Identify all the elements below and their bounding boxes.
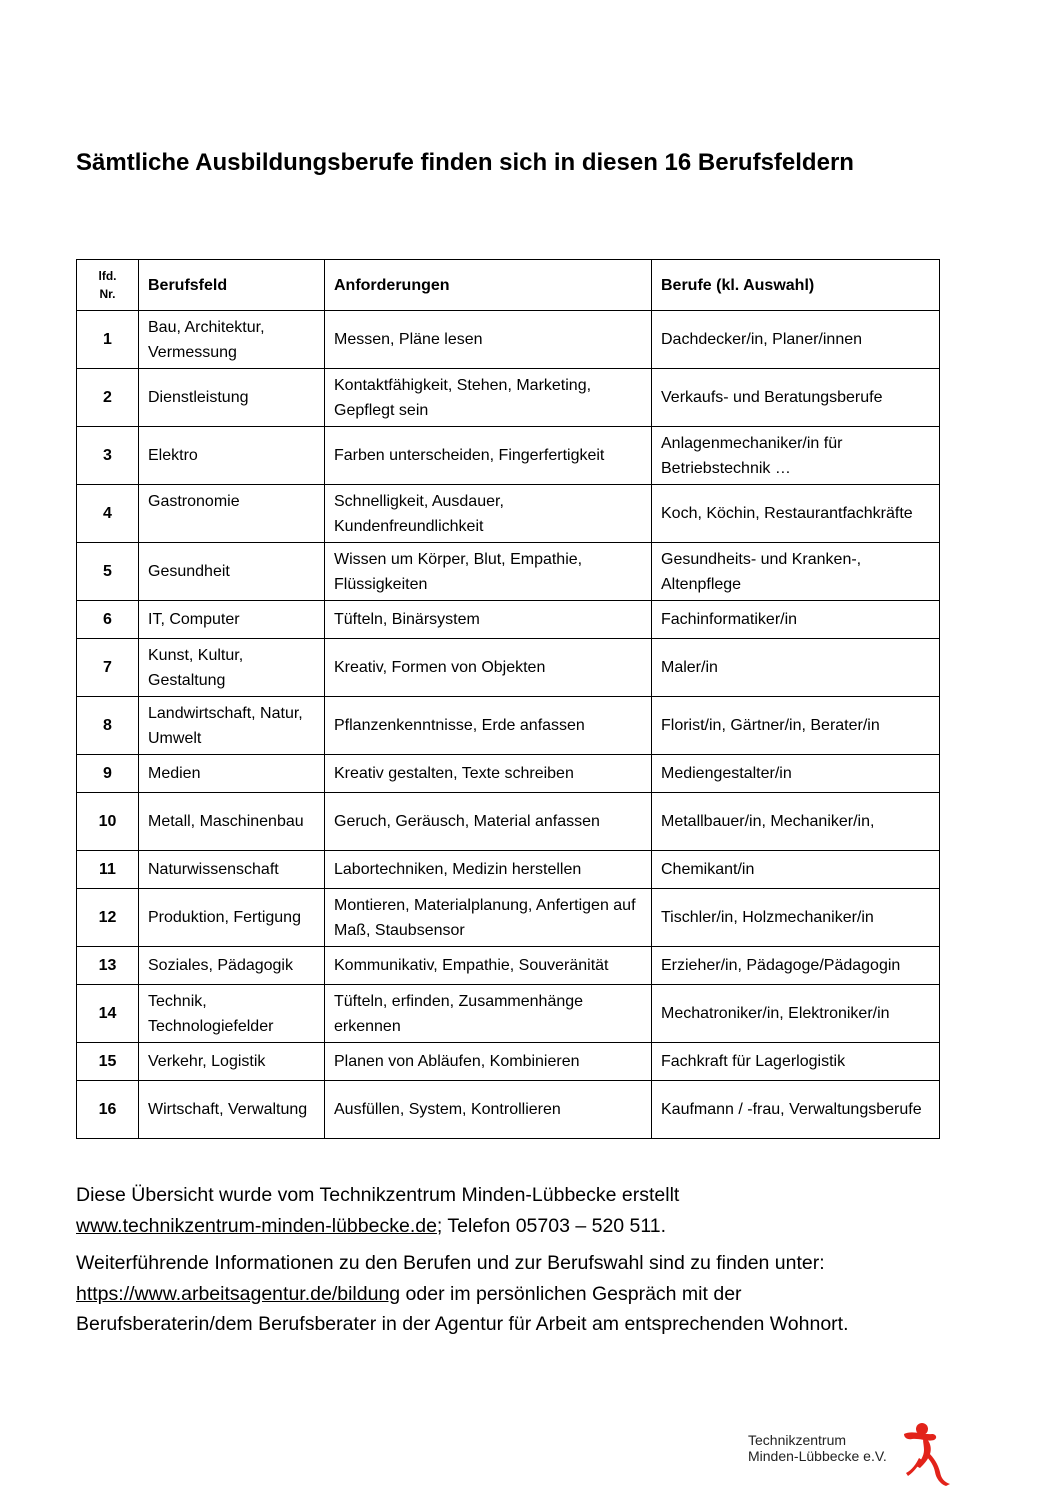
technikzentrum-logo <box>748 1420 968 1490</box>
table-row <box>77 485 940 543</box>
column-header-berufsfeld: Berufsfeld <box>139 260 325 311</box>
row-number-cell: 9 <box>77 755 139 793</box>
berufe-cell: Erzieher/in, Pädagoge/Pädagogin <box>652 947 940 985</box>
berufsfeld-cell: Elektro <box>139 427 325 485</box>
berufe-cell: Tischler/in, Holzmechaniker/in <box>652 889 940 947</box>
berufe-cell: Dachdecker/in, Planer/innen <box>652 311 940 369</box>
anforderungen-cell: Ausfüllen, System, Kontrollieren <box>325 1081 652 1139</box>
table-row <box>77 639 940 697</box>
berufsfeld-cell: Gastronomie <box>139 485 325 543</box>
berufsfeld-cell: Soziales, Pädagogik <box>139 947 325 985</box>
row-number-cell: 7 <box>77 639 139 697</box>
column-header-berufe: Berufe (kl. Auswahl) <box>652 260 940 311</box>
row-number-cell: 16 <box>77 1081 139 1139</box>
anforderungen-cell: Montieren, Materialplanung, Anfertigen auf Maß, Staubsensor <box>325 889 652 947</box>
berufe-cell: Gesundheits- und Kranken-, Altenpflege <box>652 543 940 601</box>
berufe-cell: Florist/in, Gärtner/in, Berater/in <box>652 697 940 755</box>
berufe-cell: Maler/in <box>652 639 940 697</box>
row-number-cell: 2 <box>77 369 139 427</box>
table-row <box>77 1043 940 1081</box>
row-number-cell: 15 <box>77 1043 139 1081</box>
table-row <box>77 755 940 793</box>
table-row <box>77 369 940 427</box>
footer-info-line: Weiterführende Informationen zu den Berufen und zur Berufswahl sind zu finden unter: <box>76 1252 825 1274</box>
berufsfeld-cell: Produktion, Fertigung <box>139 889 325 947</box>
anforderungen-cell: Pflanzenkenntnisse, Erde anfassen <box>325 697 652 755</box>
berufsfelder-table <box>76 259 940 1139</box>
table-row <box>77 427 940 485</box>
page-title: Sämtliche Ausbildungsberufe finden sich in diesen 16 Berufsfeldern <box>76 149 854 176</box>
anforderungen-cell: Kommunikativ, Empathie, Souveränität <box>325 947 652 985</box>
row-number-cell: 12 <box>77 889 139 947</box>
footer-info-last: Berufsberaterin/dem Berufsberater in der Agentur für Arbeit am entsprechenden Wohnort. <box>76 1313 849 1335</box>
row-number-cell: 1 <box>77 311 139 369</box>
table-row <box>77 1081 940 1139</box>
row-number-cell: 8 <box>77 697 139 755</box>
anforderungen-cell: Wissen um Körper, Blut, Empathie, Flüssigkeiten <box>325 543 652 601</box>
berufsfeld-cell: Verkehr, Logistik <box>139 1043 325 1081</box>
berufe-cell: Mechatroniker/in, Elektroniker/in <box>652 985 940 1043</box>
berufe-cell: Verkaufs- und Beratungsberufe <box>652 369 940 427</box>
berufsfeld-cell: Kunst, Kultur, Gestaltung <box>139 639 325 697</box>
footer-text <box>76 1180 956 1340</box>
anforderungen-cell: Tüfteln, Binärsystem <box>325 601 652 639</box>
berufe-cell: Mediengestalter/in <box>652 755 940 793</box>
table-row <box>77 697 940 755</box>
berufe-cell: Chemikant/in <box>652 851 940 889</box>
table-body <box>77 311 940 1139</box>
logo-text <box>748 1432 887 1464</box>
berufe-cell: Kaufmann / -frau, Verwaltungsberufe <box>652 1081 940 1139</box>
table-row <box>77 985 940 1043</box>
row-number-cell: 13 <box>77 947 139 985</box>
table-row <box>77 947 940 985</box>
anforderungen-cell: Kreativ, Formen von Objekten <box>325 639 652 697</box>
row-number-cell: 11 <box>77 851 139 889</box>
berufsfeld-cell: Gesundheit <box>139 543 325 601</box>
table-row <box>77 793 940 851</box>
row-number-cell: 5 <box>77 543 139 601</box>
anforderungen-cell: Kontaktfähigkeit, Stehen, Marketing, Gepflegt sein <box>325 369 652 427</box>
table-row <box>77 889 940 947</box>
table-row <box>77 601 940 639</box>
column-header-nr <box>77 260 139 311</box>
anforderungen-cell: Schnelligkeit, Ausdauer, Kundenfreundlichkeit <box>325 485 652 543</box>
berufe-cell: Fachkraft für Lagerlogistik <box>652 1043 940 1081</box>
footer-info-rest: oder im persönlichen Gespräch mit der <box>400 1282 742 1305</box>
arbeitsagentur-link[interactable]: https://www.arbeitsagentur.de/bildung <box>76 1282 401 1305</box>
table-row <box>77 311 940 369</box>
column-header-nr-line2: Nr. <box>99 287 116 301</box>
footer-paragraph-source <box>76 1180 956 1241</box>
row-number-cell: 14 <box>77 985 139 1043</box>
row-number-cell: 4 <box>77 485 139 543</box>
berufe-cell: Metallbauer/in, Mechaniker/in, <box>652 793 940 851</box>
footer-phone: ; Telefon 05703 – 520 511. <box>436 1214 667 1237</box>
column-header-nr-line1: lfd. <box>98 269 117 283</box>
runner-logo-icon <box>898 1420 958 1486</box>
berufsfeld-cell: Dienstleistung <box>139 369 325 427</box>
berufsfeld-cell: Technik, Technologiefelder <box>139 985 325 1043</box>
berufsfeld-cell: Metall, Maschinenbau <box>139 793 325 851</box>
berufe-cell: Koch, Köchin, Restaurantfachkräfte <box>652 485 940 543</box>
anforderungen-cell: Labortechniken, Medizin herstellen <box>325 851 652 889</box>
table-row <box>77 543 940 601</box>
logo-text-line2: Minden-Lübbecke e.V. <box>748 1448 887 1464</box>
table-header-row <box>77 260 940 311</box>
berufsfeld-cell: IT, Computer <box>139 601 325 639</box>
anforderungen-cell: Messen, Pläne lesen <box>325 311 652 369</box>
footer-created-by: Diese Übersicht wurde vom Technikzentrum Minden-Lübbecke erstellt <box>76 1184 680 1206</box>
anforderungen-cell: Farben unterscheiden, Fingerfertigkeit <box>325 427 652 485</box>
berufe-cell: Anlagenmechaniker/in für Betriebstechnik … <box>652 427 940 485</box>
logo-text-line1: Technikzentrum <box>748 1432 847 1448</box>
berufsfeld-cell: Naturwissenschaft <box>139 851 325 889</box>
berufsfeld-cell: Medien <box>139 755 325 793</box>
footer-paragraph-info <box>76 1248 956 1340</box>
anforderungen-cell: Kreativ gestalten, Texte schreiben <box>325 755 652 793</box>
berufsfeld-cell: Landwirtschaft, Natur, Umwelt <box>139 697 325 755</box>
table-row <box>77 851 940 889</box>
berufsfeld-cell: Bau, Architektur, Vermessung <box>139 311 325 369</box>
anforderungen-cell: Tüfteln, erfinden, Zusammenhänge erkennen <box>325 985 652 1043</box>
berufsfeld-cell: Wirtschaft, Verwaltung <box>139 1081 325 1139</box>
row-number-cell: 10 <box>77 793 139 851</box>
berufe-cell: Fachinformatiker/in <box>652 601 940 639</box>
anforderungen-cell: Geruch, Geräusch, Material anfassen <box>325 793 652 851</box>
column-header-anforderungen: Anforderungen <box>325 260 652 311</box>
anforderungen-cell: Planen von Abläufen, Kombinieren <box>325 1043 652 1081</box>
row-number-cell: 3 <box>77 427 139 485</box>
technikzentrum-website-link[interactable]: www.technikzentrum-minden-lübbecke.de <box>76 1214 437 1237</box>
row-number-cell: 6 <box>77 601 139 639</box>
